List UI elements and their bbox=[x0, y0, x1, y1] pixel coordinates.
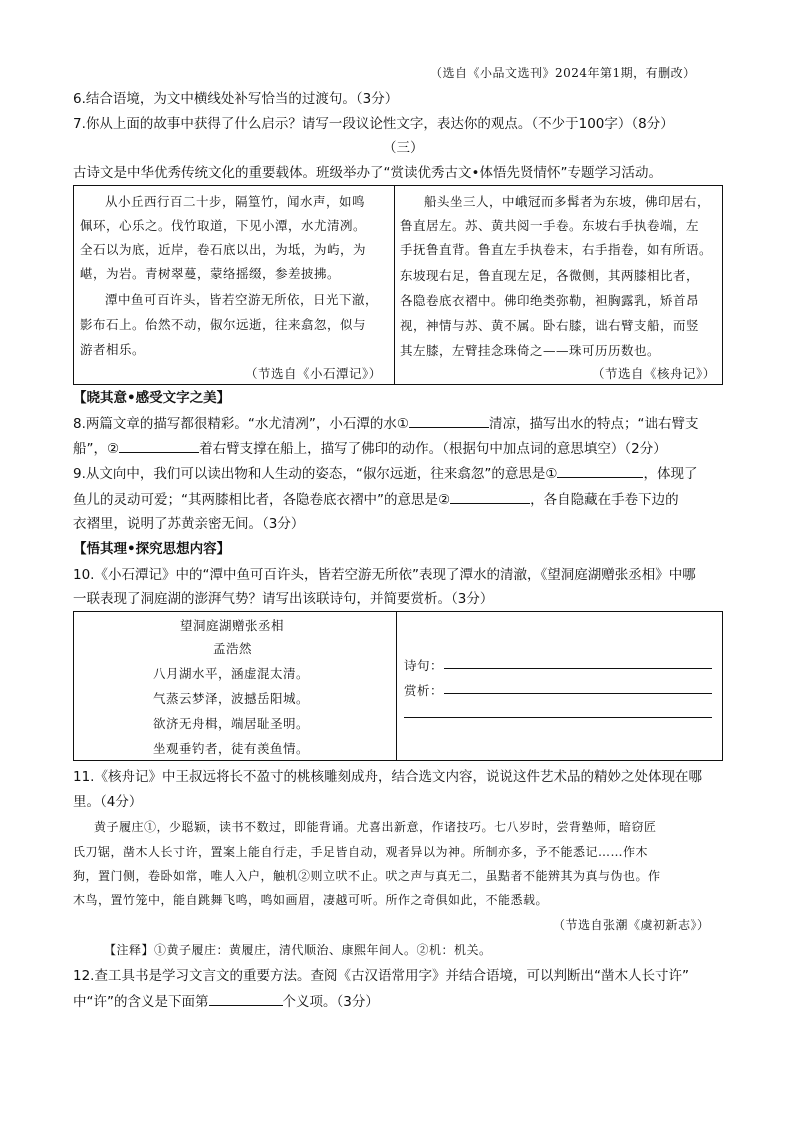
answer-blank[interactable] bbox=[209, 991, 283, 1006]
right-line: 手抚鲁直背。鲁直左手执卷末，右手指卷，如有所语。 bbox=[400, 242, 713, 257]
poem-line: 欲济无舟楫，端居耻圣明。 bbox=[153, 716, 310, 731]
poem-line: 八月湖水平，涵虚混太清。 bbox=[153, 666, 310, 681]
verse-answer-line[interactable] bbox=[444, 668, 712, 669]
left-line: 佩环，心乐之。伐竹取道，下见小潭，水尤清冽。 bbox=[80, 218, 367, 233]
poem-line: 坐观垂钓者，徒有羡鱼情。 bbox=[153, 741, 310, 756]
q12-text: 中“许”的含义是下面第 bbox=[73, 994, 209, 1010]
question-12-line1: 12.查工具书是学习文言文的重要方法。查阅《古汉语常用字》并结合语境，可以判断出“凿木人长寸许” bbox=[73, 968, 689, 984]
question-9-line1 bbox=[73, 463, 697, 484]
right-line: 船头坐三人，中峨冠而多髯者为东坡，佛印居右， bbox=[424, 194, 711, 209]
question-9-line3: 衣褶里，说明了苏黄亲密无间。（3分） bbox=[73, 516, 305, 532]
q12-text: 个义项。（3分） bbox=[282, 994, 379, 1010]
poem-title: 望洞庭湖赠张丞相 bbox=[180, 618, 285, 633]
right-line: 鲁直居左。苏、黄共阅一手卷。东坡右手执卷端，左 bbox=[400, 218, 700, 233]
q9-text: 鱼儿的灵动可爱；“其两膝相比者，各隐卷底衣褶中”的意思是② bbox=[73, 492, 451, 508]
right-line: 其左膝，左臂挂念珠倚之——珠可历历数也。 bbox=[400, 343, 661, 358]
activity-intro: 古诗文是中华优秀传统文化的重要载体。班级举办了“赏读优秀古文•体悟先贤情怀”专题学习活动。 bbox=[73, 165, 662, 181]
poem-line: 气蒸云梦泽，波撼岳阳城。 bbox=[153, 691, 310, 706]
q8-text: 清凉，描写出水的特点；“诎右臂支 bbox=[488, 416, 699, 432]
q8-text: 船”，② bbox=[73, 441, 120, 457]
left-line: 潭中鱼可百许头，皆若空游无所依，日光下澈， bbox=[105, 292, 379, 307]
verse-label: 诗句： bbox=[404, 658, 444, 673]
q8-text: 8.两篇文章的描写都很精彩。“水尤清冽”，小石潭的水① bbox=[73, 416, 409, 432]
question-11-line2: 里。（4分） bbox=[73, 794, 143, 810]
right-line: 视，神情与苏、黄不属。卧右膝，诎右臂支船，而竖 bbox=[400, 318, 700, 333]
poem-author: 孟浩然 bbox=[213, 641, 253, 656]
right-line: 东坡现右足，鲁直现左足，各微侧，其两膝相比者， bbox=[400, 268, 700, 283]
question-6: 6.结合语境，为文中横线处补写恰当的过渡句。（3分） bbox=[73, 91, 399, 107]
answer-blank-1[interactable] bbox=[557, 463, 643, 478]
source-citation: （选自《小品文选刊》2024年第1期，有删改） bbox=[430, 66, 696, 80]
poem-table-divider bbox=[396, 611, 397, 761]
answer-blank-1[interactable] bbox=[409, 413, 489, 428]
question-12-line2 bbox=[73, 991, 379, 1012]
section-title: （三） bbox=[383, 140, 424, 156]
appreciation-answer-line[interactable] bbox=[444, 693, 712, 694]
passage-note: 【注释】①黄子履庄：黄履庄，清代顺治、康熙年间人。②机：机关。 bbox=[104, 943, 492, 957]
q9-text: ，体现了 bbox=[643, 466, 698, 482]
answer-blank-2[interactable] bbox=[450, 489, 530, 504]
answer-blank-2[interactable] bbox=[119, 438, 199, 453]
right-line: 各隐卷底衣褶中。佛印绝类弥勒，袒胸露乳，矫首昂 bbox=[400, 293, 700, 308]
left-line: 影布石上。佁然不动，俶尔远逝，往来翕忽，似与 bbox=[80, 317, 367, 332]
appreciation-answer-line[interactable] bbox=[404, 717, 712, 718]
q9-text: 9.从文向中，我们可以读出物和人生动的姿态，“俶尔远逝，往来翕忽”的意思是① bbox=[73, 466, 558, 482]
section-heading: 【悟其理•探究思想内容】 bbox=[73, 541, 231, 557]
left-source: （节选自《小石潭记》） bbox=[245, 366, 382, 381]
left-line: 嵁，为岩。青树翠蔓，蒙络摇缀，参差披拂。 bbox=[80, 266, 341, 281]
appreciation-label: 赏析： bbox=[404, 683, 444, 698]
section-heading: 【晓其意•感受文字之美】 bbox=[73, 390, 231, 406]
question-10-line2: 一联表现了洞庭湖的澎湃气势？请写出该联诗句，并简要赏析。（3分） bbox=[73, 591, 494, 607]
q8-text: 着右臂支撑在船上，描写了佛印的动作。（根据句中加点词的意思填空）（2分） bbox=[199, 441, 667, 457]
question-10-line1: 10.《小石潭记》中的“潭中鱼可百许头，皆若空游无所依”表现了潭水的清澈，《望洞庭湖赠张丞相》中哪 bbox=[73, 567, 696, 583]
question-8-line1 bbox=[73, 413, 698, 434]
question-9-line2 bbox=[73, 489, 679, 510]
passage-source: （节选自张潮《虞初新志》） bbox=[553, 918, 710, 932]
passage-line: 黄子履庄①，少聪颖，读书不数过，即能背诵。尤喜出新意，作诸技巧。七八岁时，尝背塾师，暗窃匠 bbox=[94, 820, 657, 834]
q9-text: ，各自隐藏在手卷下边的 bbox=[530, 492, 679, 508]
passage-line: 木鸟，置竹笼中，能自跳舞飞鸣，鸣如画眉，凄越可听。所作之奇俱如此，不能悉载。 bbox=[73, 893, 549, 907]
right-source: （节选自《核舟记》） bbox=[592, 366, 716, 381]
question-11-line1: 11.《核舟记》中王叔远将长不盈寸的桃核雕刻成舟，结合选文内容，说说这件艺术品的精妙之处体现在哪 bbox=[73, 769, 702, 785]
left-line: 全石以为底，近岸，卷石底以出，为坻，为屿，为 bbox=[80, 242, 367, 257]
question-8-line2 bbox=[73, 438, 667, 459]
question-7: 7.你从上面的故事中获得了什么启示？请写一段议论性文字，表达你的观点。（不少于100字）（8分） bbox=[73, 116, 674, 132]
passage-table-divider bbox=[394, 185, 395, 385]
left-line: 游者相乐。 bbox=[80, 342, 146, 357]
passage-line: 氏刀锯，凿木人长寸许，置案上能自行走，手足皆自动，观者异以为神。所制亦多，予不能悉记……作木 bbox=[73, 845, 649, 859]
passage-line: 狗，置门侧，卷卧如常，唯人入户，触机②则立吠不止。吠之声与真无二，虽黠者不能辨其为真与伪也。作 bbox=[73, 869, 661, 883]
left-line: 从小丘西行百二十步，隔篁竹，闻水声，如鸣 bbox=[105, 194, 366, 209]
